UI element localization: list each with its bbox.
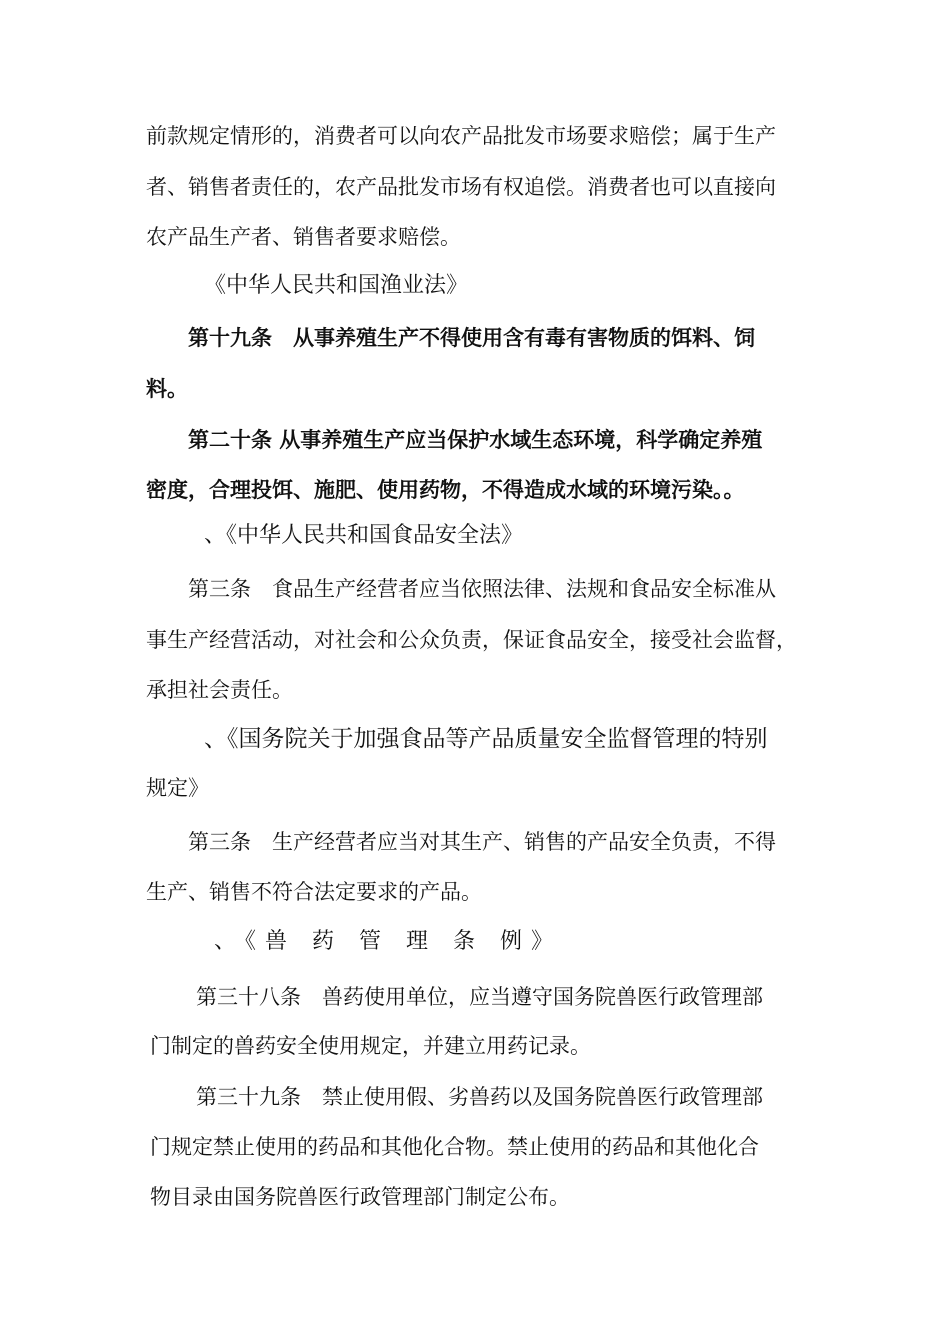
food-safety-article-3-line-1: 第三条 食品生产经营者应当依照法律、法规和食品安全标准从 [188,577,776,601]
article-39-line-3: 物目录由国务院兽医行政管理部门制定公布。 [150,1185,570,1209]
text-line-3: 农产品生产者、销售者要求赔偿。 [146,225,461,249]
article-19-line-1: 第十九条 从事养殖生产不得使用含有毒有害物质的饵料、饲 [188,326,755,350]
article-39-line-2: 门规定禁止使用的药品和其他化合物。禁止使用的药品和其他化合 [150,1135,759,1159]
article-19-line-2: 料。 [146,377,188,401]
article-39-line-1: 第三十九条 禁止使用假、劣兽药以及国务院兽医行政管理部 [196,1085,763,1109]
article-20-line-1: 第二十条 从事养殖生产应当保护水域生态环境，科学确定养殖 [188,428,763,452]
state-council-article-3-line-2: 生产、销售不符合法定要求的产品。 [146,880,482,904]
article-38-line-1: 第三十八条 兽药使用单位，应当遵守国务院兽医行政管理部 [196,985,763,1009]
law-title-fisheries: 《中华人民共和国渔业法》 [204,273,469,298]
food-safety-article-3-line-2: 事生产经营活动，对社会和公众负责，保证食品安全，接受社会监督， [146,628,797,652]
law-title-state-council-line-2: 规定》 [146,776,209,800]
article-38-line-2: 门制定的兽药安全使用规定，并建立用药记录。 [150,1034,591,1058]
text-line-1: 前款规定情形的，消费者可以向农产品批发市场要求赔偿；属于生产 [146,124,776,148]
law-title-veterinary-drugs: 、《兽 药 管 理 条 例》 [214,929,562,954]
article-20-line-2: 密度，合理投饵、施肥、使用药物，不得造成水域的环境污染。。 [146,478,745,502]
text-line-2: 者、销售者责任的，农产品批发市场有权追偿。消费者也可以直接向 [146,175,776,199]
law-title-state-council-line-1: 、《国务院关于加强食品等产品质量安全监督管理的特别 [204,726,768,752]
law-title-food-safety: 、《中华人民共和国食品安全法》 [204,523,524,548]
state-council-article-3-line-1: 第三条 生产经营者应当对其生产、销售的产品安全负责，不得 [188,830,776,854]
food-safety-article-3-line-3: 承担社会责任。 [146,678,293,702]
